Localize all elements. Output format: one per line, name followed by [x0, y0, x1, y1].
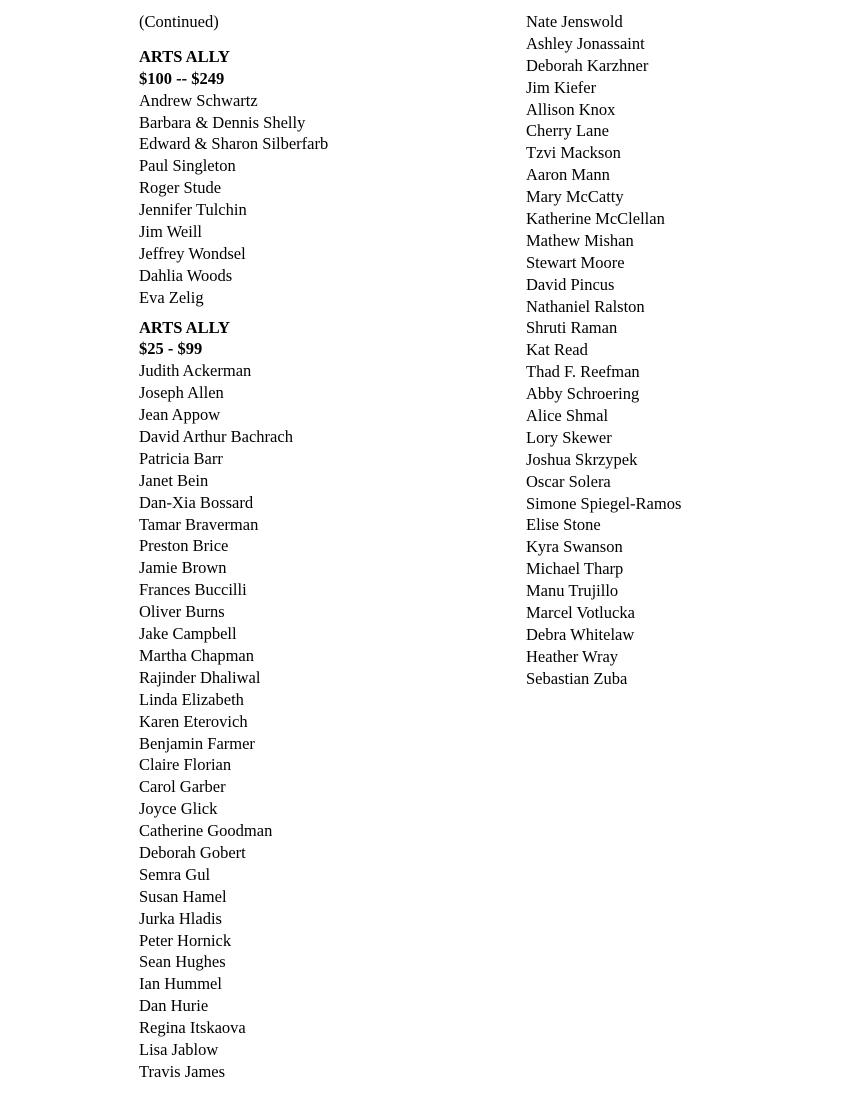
donor-name: Oscar Solera	[526, 471, 611, 491]
donor-name: Katherine McClellan	[526, 209, 665, 229]
donor-list	[139, 90, 499, 309]
donor-name: Claire Florian	[139, 755, 232, 775]
donor-name: Debra Whitelaw	[526, 624, 635, 644]
section-arts-ally-25-99	[139, 317, 499, 1083]
donor-name: Elise Stone	[526, 515, 601, 535]
donor-name: David Pincus	[526, 274, 615, 294]
donor-name: Peter Hornick	[139, 930, 232, 950]
donor-name: Nathaniel Ralston	[526, 296, 645, 316]
donor-name: Jake Campbell	[139, 624, 237, 644]
donor-name: Dan-Xia Bossard	[139, 492, 254, 512]
donor-name: Dan Hurie	[139, 996, 209, 1016]
section-range: $25 - $99	[139, 339, 203, 359]
donor-name: Benjamin Farmer	[139, 733, 255, 753]
section-range: $100 -- $249	[139, 68, 225, 88]
donor-name: Judith Ackerman	[139, 361, 252, 381]
donor-name: Mary McCatty	[526, 187, 624, 207]
donor-name: Mathew Mishan	[526, 230, 634, 250]
donor-name: Linda Elizabeth	[139, 689, 244, 709]
donor-name: Michael Tharp	[526, 559, 624, 579]
donor-name: Deborah Gobert	[139, 842, 246, 862]
donor-name: Jeffrey Wondsel	[139, 243, 246, 263]
donor-name: Edward & Sharon Silberfarb	[139, 134, 329, 154]
donor-name: Martha Chapman	[139, 645, 255, 665]
donor-name: Karen Eterovich	[139, 711, 248, 731]
donor-name: Andrew Schwartz	[139, 90, 258, 110]
donor-name: Jennifer Tulchin	[139, 200, 247, 220]
donor-name: Deborah Karzhner	[526, 55, 649, 75]
donor-name: Shruti Raman	[526, 318, 618, 338]
left-column	[139, 11, 499, 1083]
donor-name: Lisa Jablow	[139, 1039, 219, 1059]
donor-name: Preston Brice	[139, 536, 229, 556]
donor-name: Frances Buccilli	[139, 580, 247, 600]
donor-name: Thad F. Reefman	[526, 362, 640, 382]
donor-name: Rajinder Dhaliwal	[139, 667, 261, 687]
right-column	[526, 11, 826, 690]
donor-name: Regina Itskaova	[139, 1018, 246, 1038]
donor-name: Ian Hummel	[139, 974, 222, 994]
donor-name: Stewart Moore	[526, 252, 625, 272]
continued-label: (Continued)	[139, 12, 219, 31]
donor-name: Jean Appow	[139, 405, 221, 425]
donor-name: Manu Trujillo	[526, 581, 619, 601]
donor-name: Ashley Jonassaint	[526, 33, 645, 53]
donor-name: Joseph Allen	[139, 383, 224, 403]
donor-name: Travis James	[139, 1061, 226, 1081]
donor-name: Tzvi Mackson	[526, 143, 621, 163]
donor-name: Marcel Votlucka	[526, 603, 635, 623]
donor-name: Lory Skewer	[526, 427, 612, 447]
donor-name: Kat Read	[526, 340, 588, 360]
donor-name: Tamar Braverman	[139, 514, 259, 534]
donor-name: Nate Jenswold	[526, 12, 623, 31]
donor-name: Allison Knox	[526, 99, 616, 119]
donor-name: Kyra Swanson	[526, 537, 623, 557]
donor-list	[526, 11, 826, 690]
donor-name: Dahlia Woods	[139, 265, 233, 285]
donor-name: Paul Singleton	[139, 156, 236, 176]
donor-name: Abby Schroering	[526, 384, 640, 404]
donor-name: Sean Hughes	[139, 952, 226, 972]
donor-name: Heather Wray	[526, 646, 619, 666]
section-title: ARTS ALLY	[139, 317, 230, 337]
donor-name: Jurka Hladis	[139, 908, 222, 928]
section-title: ARTS ALLY	[139, 46, 230, 66]
donor-name: Jim Weill	[139, 222, 202, 242]
donor-name: Alice Shmal	[526, 406, 609, 426]
donor-name: Oliver Burns	[139, 602, 225, 622]
donor-name: Semra Gul	[139, 864, 211, 884]
donor-name: Carol Garber	[139, 777, 226, 797]
donor-name: Simone Spiegel-Ramos	[526, 493, 682, 513]
donor-name: Roger Stude	[139, 178, 222, 198]
donor-name: Aaron Mann	[526, 165, 610, 185]
donor-name: Patricia Barr	[139, 448, 223, 468]
donor-name: Eva Zelig	[139, 287, 204, 307]
donor-name: David Arthur Bachrach	[139, 427, 293, 447]
donor-name: Janet Bein	[139, 470, 209, 490]
donor-name: Joyce Glick	[139, 799, 218, 819]
donor-name: Catherine Goodman	[139, 821, 273, 841]
donor-name: Joshua Skrzypek	[526, 449, 638, 469]
donor-name: Barbara & Dennis Shelly	[139, 112, 306, 132]
donor-name: Jim Kiefer	[526, 77, 597, 97]
section-arts-ally-100-249	[139, 46, 499, 309]
donor-name: Cherry Lane	[526, 121, 609, 141]
donor-name: Jamie Brown	[139, 558, 227, 578]
donor-name: Sebastian Zuba	[526, 668, 628, 688]
donor-list	[139, 360, 499, 1082]
donor-name: Susan Hamel	[139, 886, 227, 906]
